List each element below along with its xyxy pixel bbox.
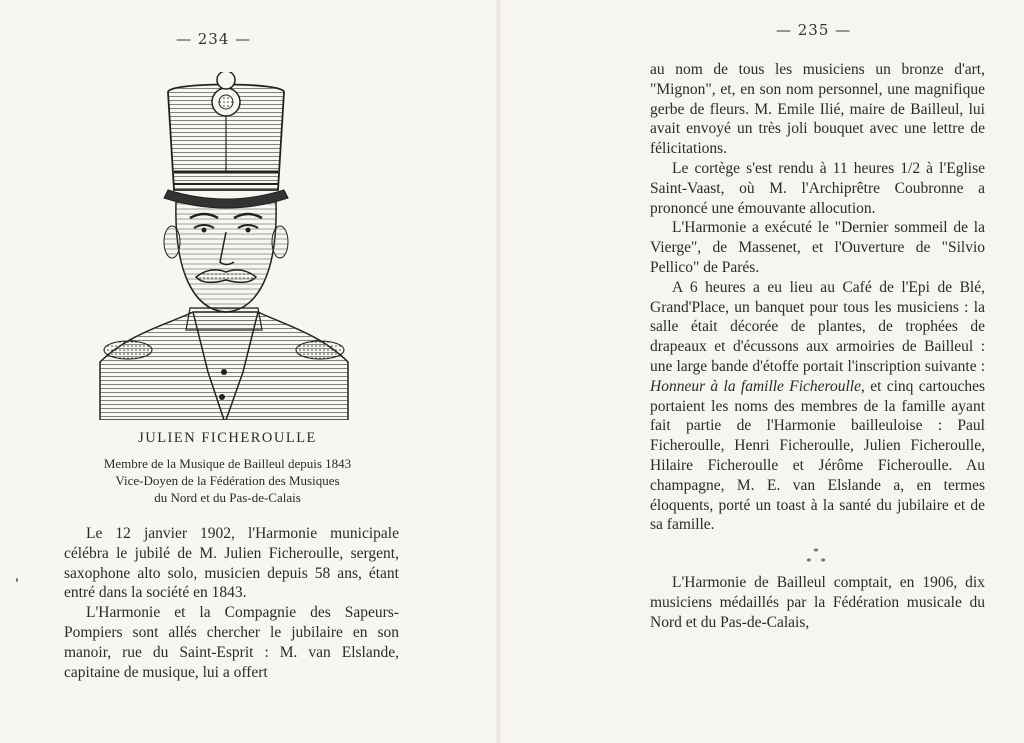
banquet-text-continued: , et cinq cartouches portaient les noms des membres de la famille ayant fait partie de l'Harmonie bailleuloise : Paul Ficheroulle, Henri Ficheroulle, Julien Ficheroulle, Hilaire Ficheroulle et Jérôme Ficheroulle. Au champagne, M. E. van Elslande a, en termes éloquents, porté un toast à la santé du jubilaire et de sa famille. bbox=[650, 377, 985, 534]
section-separator bbox=[650, 547, 985, 567]
right-paragraph-4 bbox=[650, 278, 985, 535]
right-paragraph-2: Le cortège s'est rendu à 11 heures 1/2 à l'Eglise Saint-Vaast, où M. l'Archiprêtre Coubronne a prononcé une émouvante allocution. bbox=[650, 159, 985, 217]
banquet-text: A 6 heures a eu lieu au Café de l'Epi de Blé, Grand'Place, un banquet pour tous les musiciens : la salle était décorée de plantes, de trophées de drapeaux et d'écussons aux armoiries de Bailleul : une large bande d'étoffe portait l'inscription suivante : bbox=[650, 278, 985, 375]
separator-star-top: * bbox=[813, 546, 822, 559]
portrait-caption-line-3: du Nord et du Pas-de-Calais bbox=[154, 490, 301, 505]
engraved-portrait-icon bbox=[98, 72, 350, 420]
page-number-right: — 235 — bbox=[776, 21, 852, 39]
left-page bbox=[0, 0, 500, 743]
paper-speck bbox=[16, 578, 18, 582]
right-page bbox=[500, 0, 1024, 743]
portrait-caption-name: JULIEN FICHEROULLE bbox=[138, 430, 317, 446]
right-paragraph-1: au nom de tous les musiciens un bronze d'art, "Mignon", et, en son nom personnel, une magnifique gerbe de fleurs. M. Emile Ilié, maire de Bailleul, lui avait envoyé un très joli bouquet avec une lettre de félicitations. bbox=[650, 61, 985, 158]
banner-inscription: Honneur à la famille Ficheroulle bbox=[650, 377, 861, 395]
left-body-text bbox=[64, 524, 399, 682]
right-paragraph-3: L'Harmonie a exécuté le "Dernier sommeil de la Vierge", de Massenet, et l'Ouverture de "Silvio Pellico" de Parés. bbox=[650, 219, 985, 276]
right-paragraph-5: L'Harmonie de Bailleul comptait, en 1906, dix musiciens médaillés par la Fédération musicale du Nord et du Pas-de-Calais, bbox=[650, 574, 985, 631]
right-body-text bbox=[650, 60, 985, 633]
left-paragraph-2: L'Harmonie et la Compagnie des Sapeurs-Pompiers sont allés chercher le jubilaire en son manoir, rue du Saint-Esprit : M. van Elslande, capitaine de musique, lui a offert bbox=[64, 604, 399, 681]
portrait-caption-line-2: Vice-Doyen de la Fédération des Musiques bbox=[115, 473, 340, 488]
page-number-left: — 234 — bbox=[176, 30, 252, 48]
separator-stars-bottom: * * bbox=[806, 556, 829, 569]
portrait-caption-line-1: Membre de la Musique de Bailleul depuis 1843 bbox=[103, 456, 352, 471]
left-paragraph-1: Le 12 janvier 1902, l'Harmonie municipale célébra le jubilé de M. Julien Ficheroulle, sergent, saxophone alto solo, musicien depuis 58 ans, étant entré dans la société en 1843. bbox=[64, 525, 399, 602]
